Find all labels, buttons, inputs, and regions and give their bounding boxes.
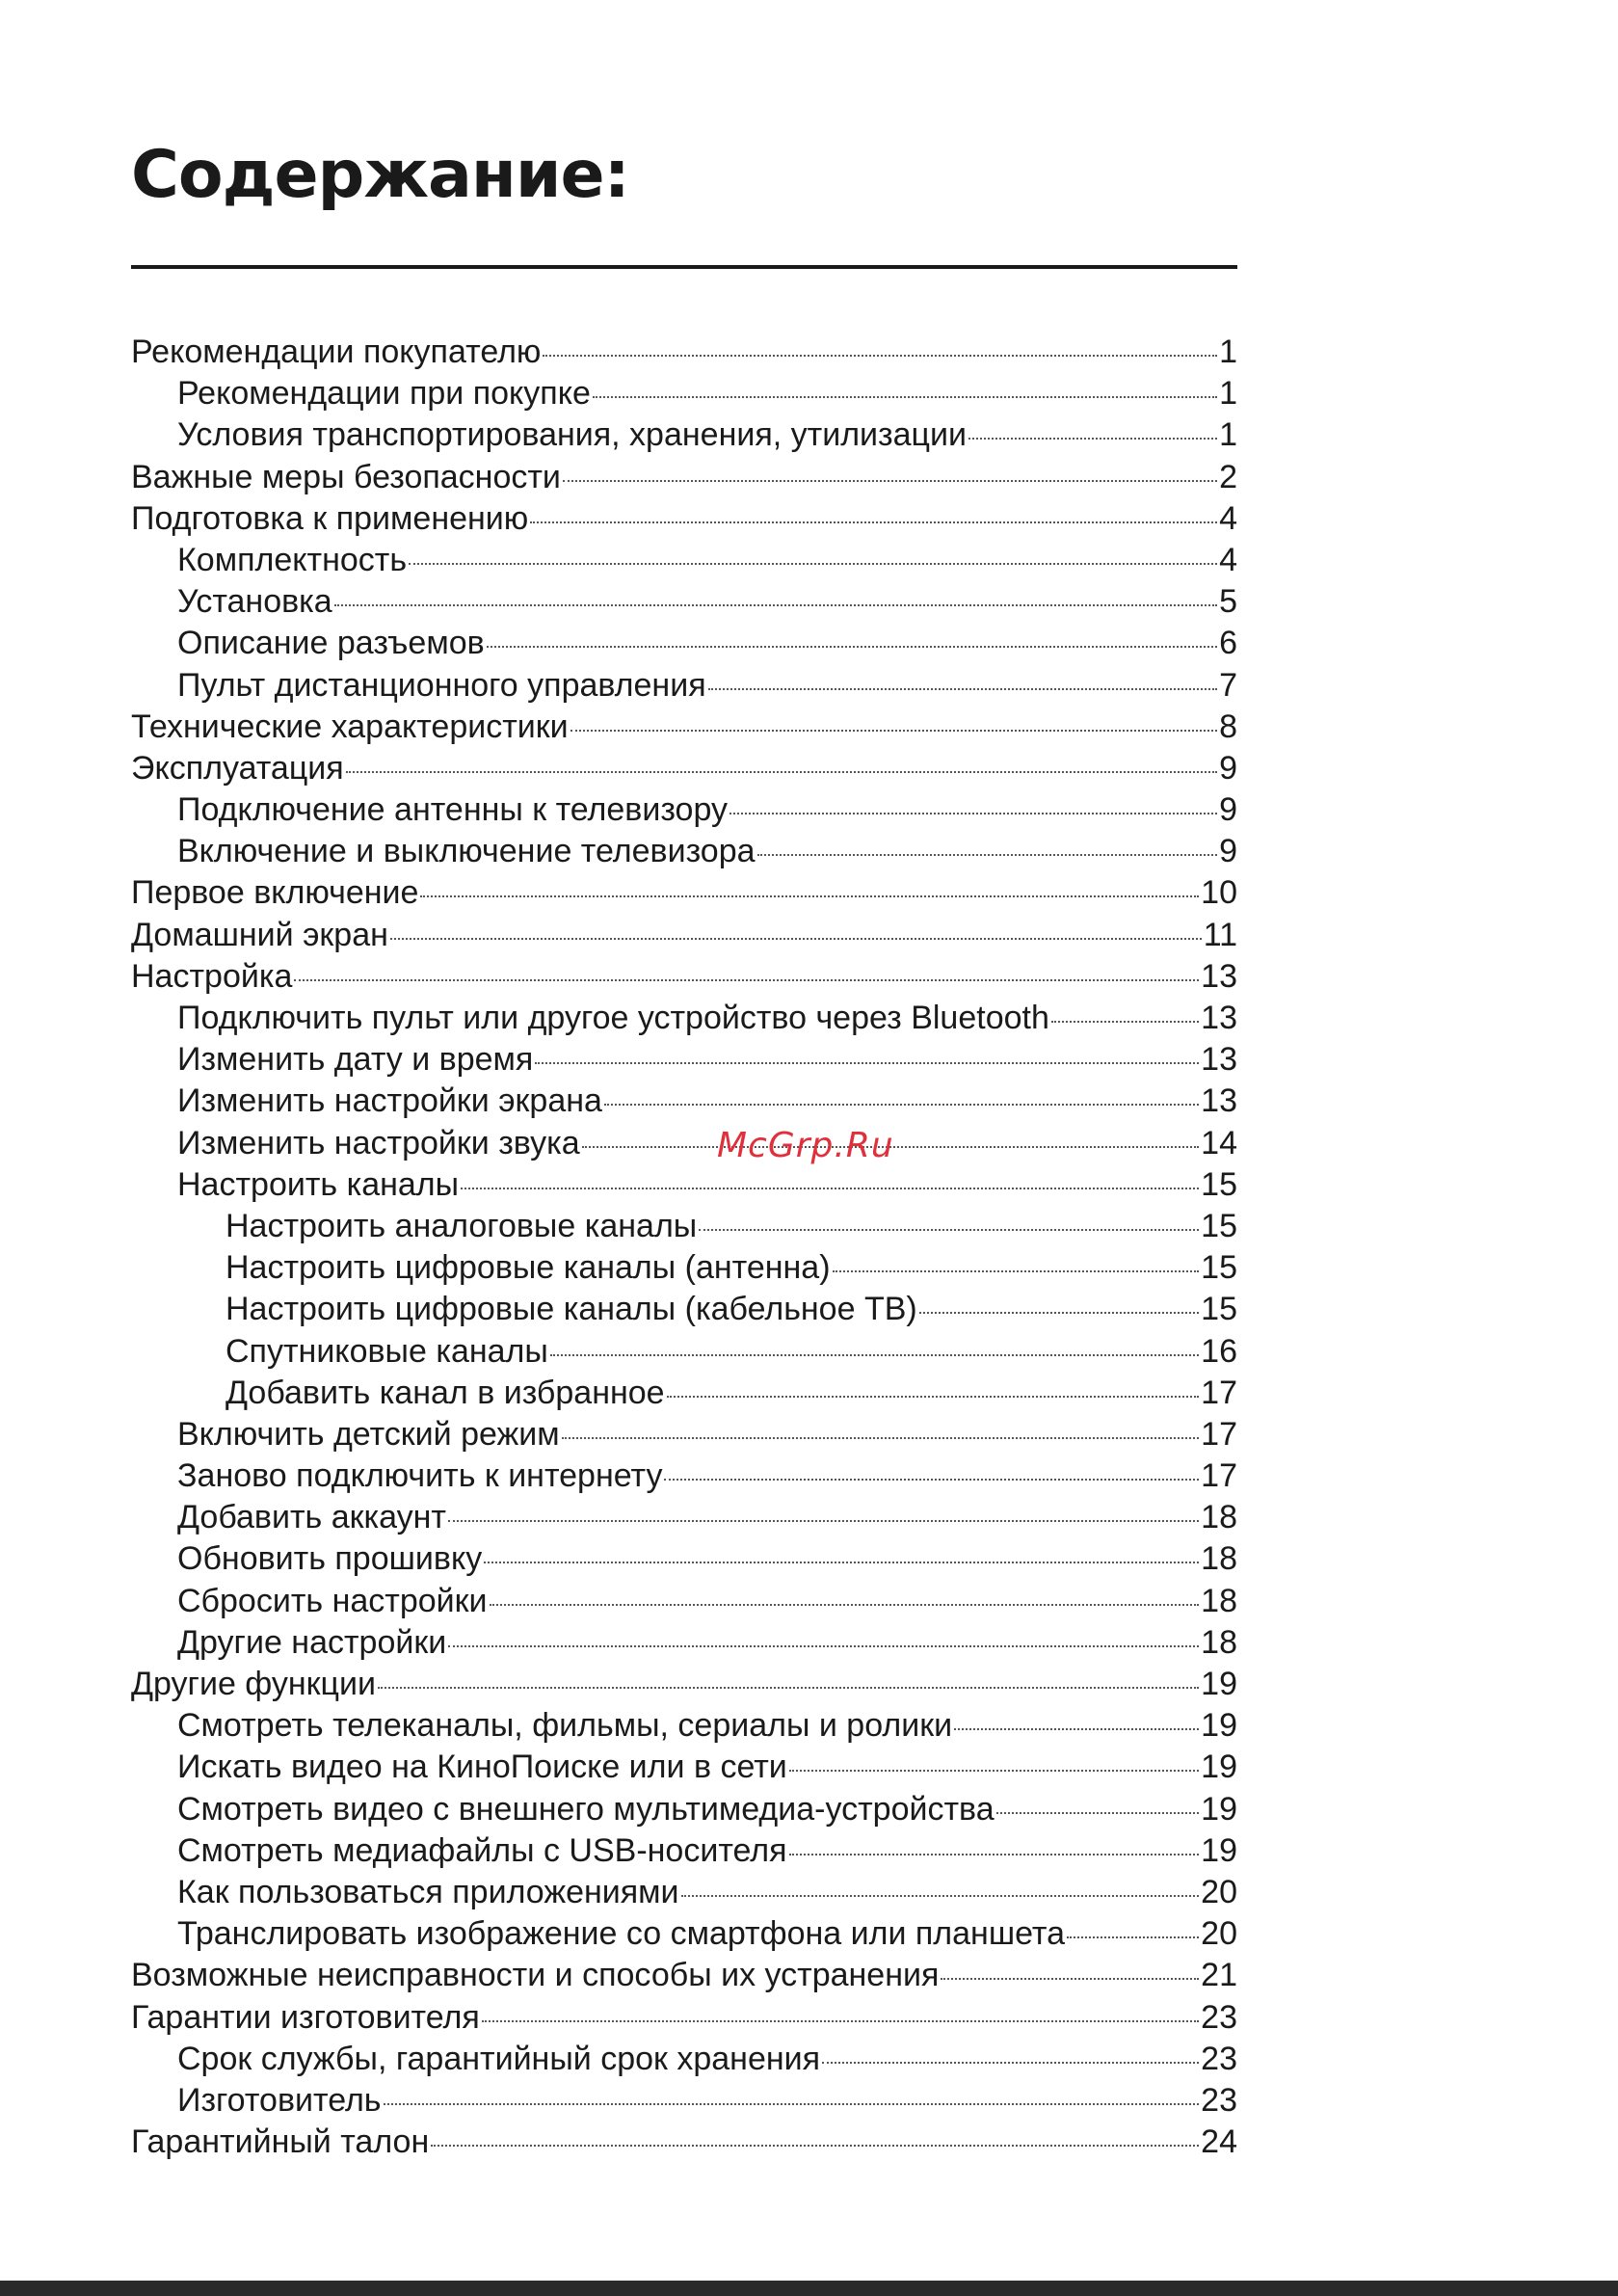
toc-entry-page-number: 18 <box>1201 1540 1237 1578</box>
dot-leader <box>708 688 1217 690</box>
toc-entry-title: Рекомендации покупателю <box>131 334 542 370</box>
toc-entry[interactable] <box>131 373 1237 414</box>
toc-entry[interactable] <box>131 1455 1237 1497</box>
page-title: Содержание: <box>131 137 629 213</box>
toc-entry[interactable] <box>131 1913 1237 1955</box>
dot-leader <box>681 1895 1200 1897</box>
dot-leader <box>487 646 1217 648</box>
toc-entry-page-number: 21 <box>1201 1957 1237 1994</box>
dot-leader <box>562 1437 1200 1439</box>
dot-leader <box>378 1687 1199 1689</box>
toc-entry-page-number: 19 <box>1201 1749 1237 1786</box>
toc-entry-title: Изменить дату и время <box>177 1041 534 1079</box>
toc-entry-page-number: 24 <box>1201 2123 1237 2161</box>
toc-entry-title: Настроить аналоговые каналы <box>225 1207 698 1244</box>
dot-leader <box>420 895 1199 897</box>
dot-leader <box>570 730 1217 732</box>
toc-entry-title: Срок службы, гарантийный срок хранения <box>177 2040 821 2077</box>
toc-entry-page-number: 4 <box>1219 541 1237 578</box>
toc-entry-title: Обновить прошивку <box>177 1540 483 1578</box>
toc-entry[interactable] <box>131 1206 1237 1247</box>
toc-entry[interactable] <box>131 2080 1237 2122</box>
toc-entry-page-number: 9 <box>1219 749 1237 787</box>
dot-leader <box>484 1562 1199 1563</box>
toc-entry-page-number: 15 <box>1201 1291 1237 1328</box>
toc-entry-page-number: 18 <box>1201 1582 1237 1619</box>
dot-leader <box>334 604 1217 606</box>
bottom-edge-band <box>0 2281 1618 2296</box>
toc-entry-page-number: 23 <box>1201 1998 1237 2036</box>
dot-leader <box>593 396 1217 398</box>
toc-entry-title: Комплектность <box>177 541 408 578</box>
toc-entry-title: Другие настройки <box>177 1623 447 1661</box>
toc-entry[interactable] <box>131 1872 1237 1913</box>
dot-leader <box>699 1229 1199 1231</box>
toc-entry-page-number: 2 <box>1219 458 1237 495</box>
toc-entry-page-number: 18 <box>1201 1623 1237 1661</box>
dot-leader <box>448 1520 1199 1522</box>
dot-leader <box>530 521 1217 523</box>
toc-entry-title: Настроить цифровые каналы (антенна) <box>225 1249 831 1287</box>
toc-entry[interactable] <box>131 1664 1237 1705</box>
toc-entry-title: Возможные неисправности и способы их устранения <box>131 1957 940 1994</box>
dot-leader <box>604 1104 1199 1106</box>
dot-leader <box>490 1604 1200 1606</box>
dot-leader <box>550 1354 1199 1356</box>
toc-entry[interactable] <box>131 1081 1237 1122</box>
toc-entry[interactable] <box>131 1997 1237 2039</box>
toc-entry-page-number: 13 <box>1201 1041 1237 1079</box>
toc-entry[interactable] <box>131 332 1237 373</box>
toc-entry-page-number: 13 <box>1201 1000 1237 1036</box>
toc-entry-title: Подключить пульт или другое устройство через Bluetooth <box>177 1000 1049 1036</box>
toc-entry-title: Гарантии изготовителя <box>131 1998 480 2036</box>
dot-leader <box>448 1645 1199 1647</box>
toc-entry[interactable] <box>131 1955 1237 1996</box>
toc-entry-page-number: 17 <box>1201 1415 1237 1453</box>
toc-entry-page-number: 19 <box>1201 1707 1237 1745</box>
watermark: McGrp.Ru <box>717 1126 894 1165</box>
dot-leader <box>461 1188 1199 1189</box>
toc-entry-title: Настроить цифровые каналы (кабельное ТВ) <box>225 1291 917 1328</box>
dot-leader <box>757 854 1218 856</box>
toc-entry[interactable] <box>131 540 1237 581</box>
toc-entry-title: Транслировать изображение со смартфона или планшета <box>177 1915 1065 1953</box>
toc-entry-title: Рекомендации при покупке <box>177 375 591 413</box>
toc-entry-title: Установка <box>177 583 332 621</box>
toc-entry-page-number: 13 <box>1201 1082 1237 1120</box>
toc-entry[interactable] <box>131 1247 1237 1289</box>
toc-entry[interactable] <box>131 1123 1237 1164</box>
toc-entry-page-number: 9 <box>1219 791 1237 829</box>
dot-leader <box>822 2062 1199 2064</box>
toc-entry-page-number: 1 <box>1219 334 1237 370</box>
toc-entry-page-number: 23 <box>1201 2081 1237 2119</box>
dot-leader <box>789 1770 1199 1772</box>
toc-entry-title: Смотреть видео с внешнего мультимедиа-устройства <box>177 1790 995 1828</box>
dot-leader <box>789 1854 1200 1855</box>
toc-entry-title: Эксплуатация <box>131 749 344 787</box>
toc-entry-title: Настройка <box>131 957 293 995</box>
toc-entry[interactable] <box>131 1497 1237 1538</box>
table-of-contents <box>131 332 1237 2163</box>
toc-entry[interactable] <box>131 1789 1237 1830</box>
toc-entry-page-number: 17 <box>1201 1374 1237 1411</box>
toc-entry-title: Смотреть телеканалы, фильмы, сериалы и ролики <box>177 1707 953 1745</box>
toc-entry-title: Заново подключить к интернету <box>177 1457 663 1495</box>
toc-entry-page-number: 20 <box>1201 1915 1237 1953</box>
toc-entry-title: Включение и выключение телевизора <box>177 833 756 870</box>
toc-entry-title: Первое включение <box>131 874 419 912</box>
toc-entry-page-number: 15 <box>1201 1165 1237 1203</box>
dot-leader <box>1051 1021 1199 1023</box>
toc-entry[interactable] <box>131 1289 1237 1330</box>
toc-entry[interactable] <box>131 1830 1237 1872</box>
toc-entry-title: Изготовитель <box>177 2081 382 2119</box>
toc-entry-page-number: 19 <box>1201 1831 1237 1869</box>
toc-entry-page-number: 15 <box>1201 1249 1237 1287</box>
title-divider <box>131 265 1237 269</box>
dot-leader <box>294 979 1199 981</box>
dot-leader <box>941 1978 1199 1980</box>
toc-entry[interactable] <box>131 581 1237 623</box>
toc-entry-page-number: 5 <box>1219 583 1237 621</box>
toc-entry-page-number: 10 <box>1201 874 1237 912</box>
toc-entry-title: Сбросить настройки <box>177 1582 488 1619</box>
toc-entry-page-number: 15 <box>1201 1207 1237 1244</box>
toc-entry-title: Подключение антенны к телевизору <box>177 791 728 829</box>
toc-entry[interactable] <box>131 915 1237 956</box>
toc-entry-page-number: 17 <box>1201 1457 1237 1495</box>
toc-entry-title: Условия транспортирования, хранения, утилизации <box>177 416 967 454</box>
toc-entry[interactable] <box>131 1538 1237 1580</box>
toc-entry-title: Подготовка к применению <box>131 499 529 537</box>
dot-leader <box>535 1062 1199 1064</box>
toc-entry-page-number: 1 <box>1219 416 1237 454</box>
toc-entry-title: Включить детский режим <box>177 1415 560 1453</box>
toc-entry[interactable] <box>131 457 1237 498</box>
toc-entry[interactable] <box>131 665 1237 707</box>
dot-leader <box>919 1312 1199 1314</box>
toc-entry-page-number: 6 <box>1219 625 1237 662</box>
toc-entry[interactable] <box>131 1414 1237 1455</box>
toc-entry[interactable] <box>131 1747 1237 1788</box>
toc-entry-title: Изменить настройки экрана <box>177 1082 602 1120</box>
toc-entry[interactable] <box>131 998 1237 1039</box>
toc-entry[interactable] <box>131 1581 1237 1622</box>
dot-leader <box>543 355 1217 357</box>
toc-entry-title: Спутниковые каналы <box>225 1332 548 1370</box>
toc-entry-page-number: 8 <box>1219 707 1237 745</box>
dot-leader <box>431 2145 1199 2147</box>
dot-leader <box>664 1479 1199 1481</box>
dot-leader <box>729 813 1217 814</box>
dot-leader <box>390 938 1202 940</box>
toc-entry-page-number: 4 <box>1219 499 1237 537</box>
dot-leader <box>482 2020 1199 2022</box>
toc-entry-title: Настроить каналы <box>177 1165 460 1203</box>
toc-entry-page-number: 13 <box>1201 957 1237 995</box>
toc-entry-title: Гарантийный талон <box>131 2123 430 2161</box>
dot-leader <box>667 1396 1200 1398</box>
toc-entry-title: Искать видео на КиноПоиске или в сети <box>177 1749 787 1786</box>
toc-entry[interactable] <box>131 623 1237 664</box>
dot-leader <box>1067 1936 1199 1938</box>
dot-leader <box>384 2103 1200 2105</box>
toc-entry-page-number: 1 <box>1219 375 1237 413</box>
toc-entry[interactable] <box>131 831 1237 872</box>
toc-entry-title: Другие функции <box>131 1666 377 1702</box>
toc-entry-title: Как пользоваться приложениями <box>177 1873 679 1910</box>
toc-entry-page-number: 11 <box>1203 916 1237 953</box>
toc-entry-title: Пульт дистанционного управления <box>177 666 706 704</box>
toc-entry-title: Важные меры безопасности <box>131 458 561 495</box>
toc-entry[interactable] <box>131 1164 1237 1206</box>
toc-entry[interactable] <box>131 1705 1237 1747</box>
toc-entry[interactable] <box>131 748 1237 789</box>
toc-entry[interactable] <box>131 2122 1237 2163</box>
toc-entry-title: Технические характеристики <box>131 707 569 745</box>
toc-entry[interactable] <box>131 872 1237 914</box>
toc-entry[interactable] <box>131 2039 1237 2080</box>
toc-entry[interactable] <box>131 956 1237 998</box>
toc-entry-title: Изменить настройки звука <box>177 1124 580 1161</box>
toc-entry-page-number: 16 <box>1201 1332 1237 1370</box>
dot-leader <box>968 438 1217 440</box>
toc-entry-page-number: 14 <box>1201 1124 1237 1161</box>
toc-entry-page-number: 23 <box>1201 2040 1237 2077</box>
toc-entry[interactable] <box>131 1373 1237 1414</box>
toc-entry-page-number: 19 <box>1201 1790 1237 1828</box>
toc-entry-title: Добавить канал в избранное <box>225 1374 665 1411</box>
toc-entry[interactable] <box>131 789 1237 831</box>
toc-entry-title: Домашний экран <box>131 916 388 953</box>
toc-entry-page-number: 19 <box>1201 1666 1237 1702</box>
toc-entry[interactable] <box>131 1331 1237 1373</box>
dot-leader <box>833 1270 1200 1272</box>
toc-entry-title: Смотреть медиафайлы с USB-носителя <box>177 1831 787 1869</box>
toc-entry-title: Описание разъемов <box>177 625 485 662</box>
toc-entry[interactable] <box>131 707 1237 748</box>
toc-entry[interactable] <box>131 1039 1237 1081</box>
toc-entry[interactable] <box>131 414 1237 456</box>
toc-entry-page-number: 7 <box>1219 666 1237 704</box>
toc-entry-page-number: 20 <box>1201 1873 1237 1910</box>
dot-leader <box>409 563 1217 565</box>
toc-entry-page-number: 18 <box>1201 1499 1237 1536</box>
toc-entry[interactable] <box>131 1622 1237 1664</box>
toc-entry-page-number: 9 <box>1219 833 1237 870</box>
dot-leader <box>954 1728 1199 1730</box>
toc-entry[interactable] <box>131 498 1237 540</box>
dot-leader <box>563 480 1217 482</box>
toc-entry-title: Добавить аккаунт <box>177 1499 446 1536</box>
dot-leader <box>346 771 1217 773</box>
dot-leader <box>996 1812 1200 1814</box>
